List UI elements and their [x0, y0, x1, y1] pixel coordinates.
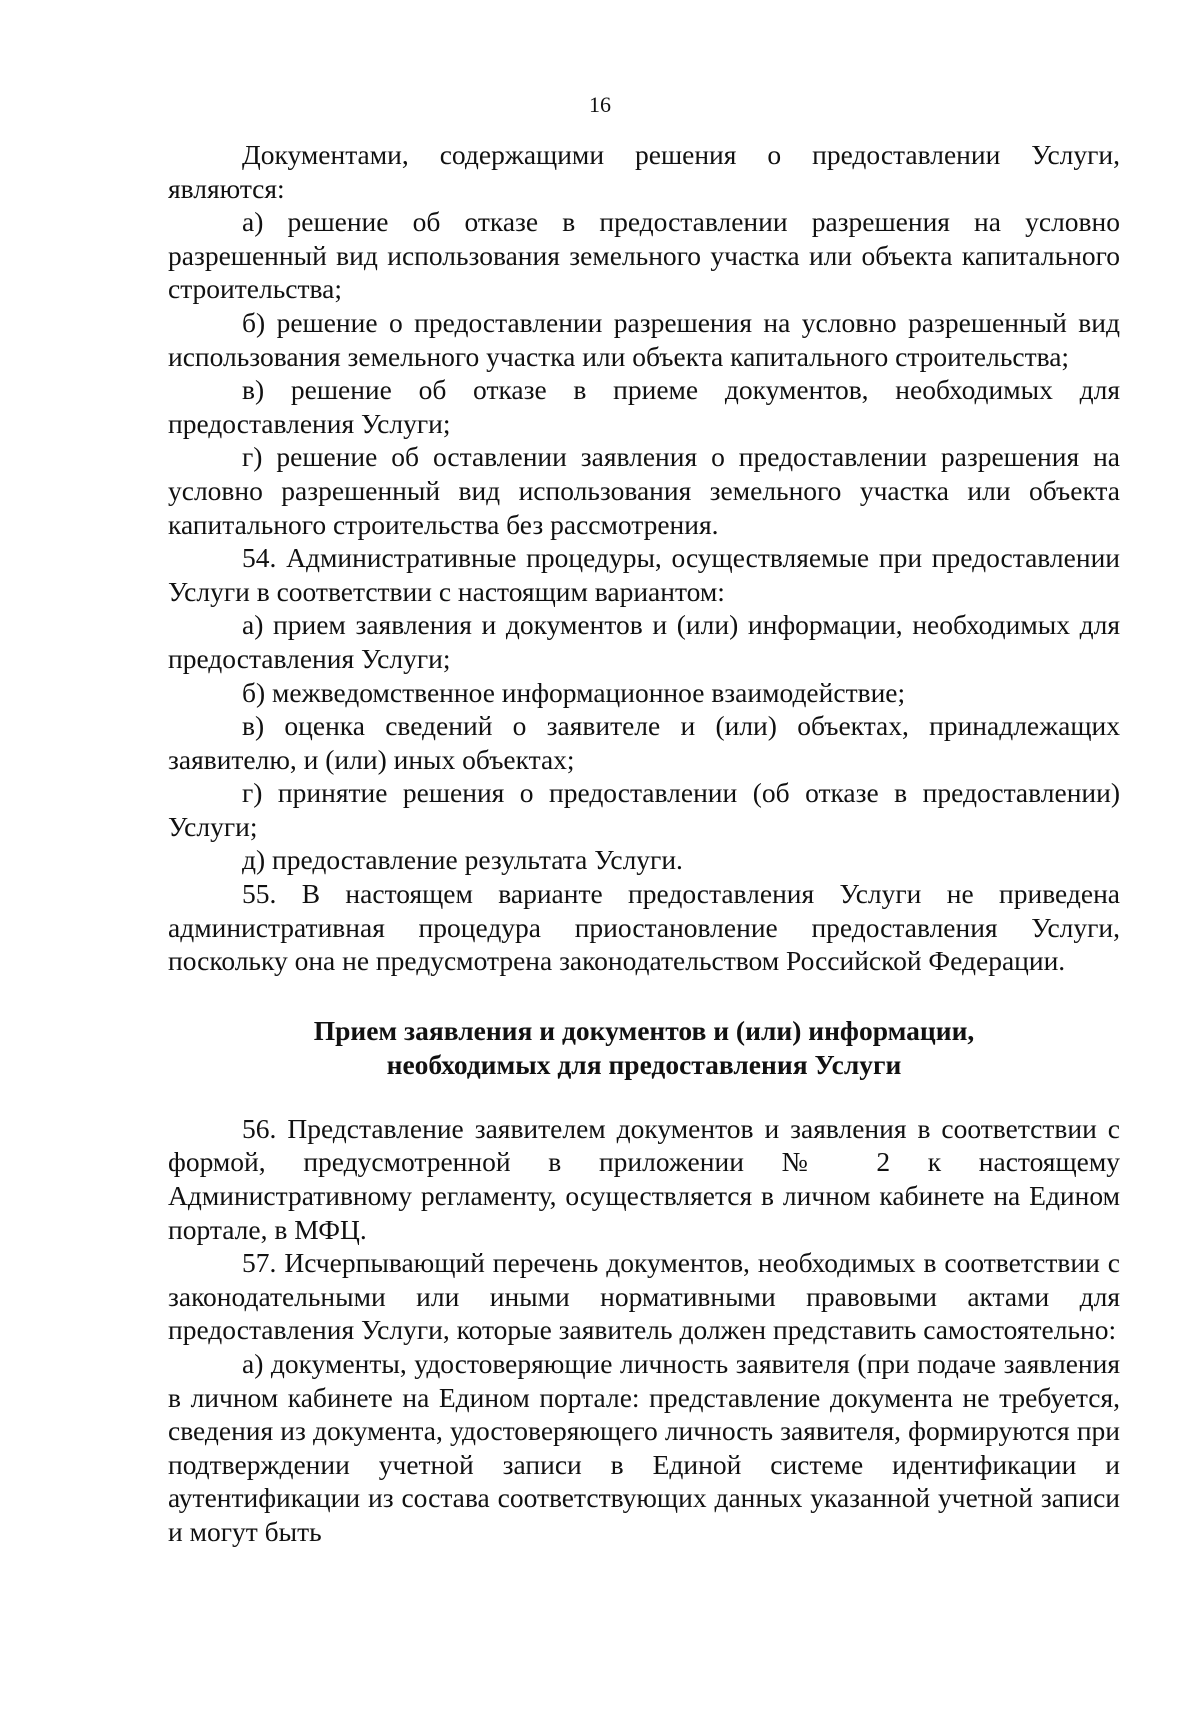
paragraph: а) прием заявления и документов и (или) информации, необходимых для предоставления Услуги;	[168, 609, 1120, 674]
paragraph: д) предоставление результата Услуги.	[242, 844, 683, 876]
paragraph: 54. Административные процедуры, осуществляемые при предоставлении Услуги в соответствии с настоящим вариантом:	[168, 542, 1120, 607]
paragraph: г) принятие решения о предоставлении (об отказе в предоставлении) Услуги;	[168, 777, 1120, 842]
paragraph: Документами, содержащими решения о предоставлении Услуги, являются:	[168, 139, 1120, 204]
paragraph: г) решение об оставлении заявления о предоставлении разрешения на условно разрешенный вид использования земельного участка или объекта капитального строительства без рассмотрения.	[168, 441, 1120, 540]
paragraph: 57. Исчерпывающий перечень документов, необходимых в соответствии с законодательными или иными нормативными правовыми актами для предоставления Услуги, которые заявитель должен представить самостоятельно:	[168, 1247, 1120, 1346]
paragraph: в) решение об отказе в приеме документов, необходимых для предоставления Услуги;	[168, 374, 1120, 439]
paragraph: а) документы, удостоверяющие личность заявителя (при подаче заявления в личном кабинете на Едином портале: представление документа не требуется, сведения из документа, удостоверяющего личность заявителя, формируются при подтверждении учетной записи в Единой системе идентификации и аутентификации из состава соответствующих данных указанной учетной записи и могут быть	[168, 1348, 1120, 1547]
document-body	[168, 138, 1120, 1549]
paragraph: а) решение об отказе в предоставлении разрешения на условно разрешенный вид использования земельного участка или объекта капитального строительства;	[168, 206, 1120, 305]
paragraph: б) решение о предоставлении разрешения на условно разрешенный вид использования земельного участка или объекта капитального строительства;	[168, 306, 1120, 372]
section-heading	[168, 1014, 1120, 1082]
section-heading-line: Прием заявления и документов и (или) информации,	[313, 1014, 975, 1046]
paragraph: б) межведомственное информационное взаимодействие;	[242, 676, 906, 708]
page-number: 16	[589, 92, 611, 117]
paragraph: 56. Представление заявителем документов и заявления в соответствии с формой, предусмотренной в приложении № 2 к настоящему Административному регламенту, осуществляется в личном кабинете на Едином портале, в МФЦ.	[168, 1112, 1120, 1245]
paragraph: в) оценка сведений о заявителе и (или) объектах, принадлежащих заявителю, и (или) иных объектах;	[168, 710, 1120, 775]
section-heading-line: необходимых для предоставления Услуги	[386, 1048, 902, 1080]
paragraph: 55. В настоящем варианте предоставления Услуги не приведена административная процедура приостановление предоставления Услуги, поскольку она не предусмотрена законодательством Российской Федерации.	[168, 878, 1120, 977]
